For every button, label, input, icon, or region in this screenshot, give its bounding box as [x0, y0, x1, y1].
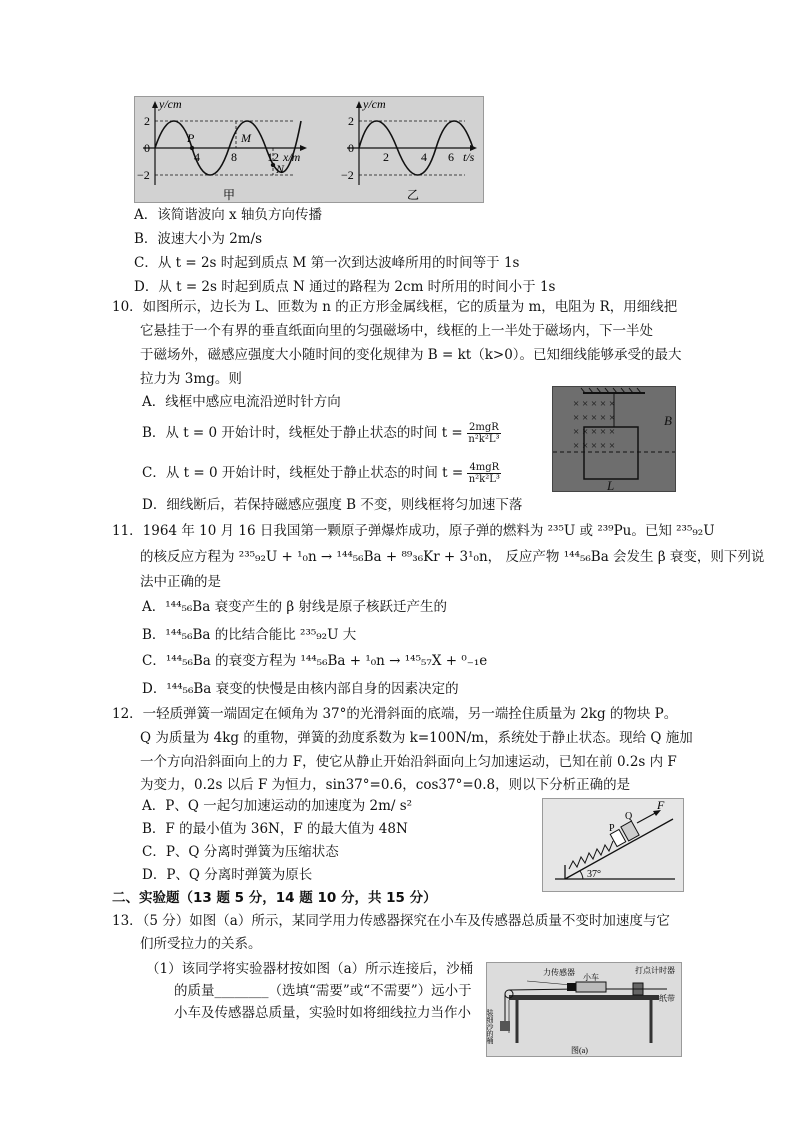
q13-fig-bucket-label: 装细沙的桶 [486, 1009, 494, 1044]
left-tick-y-0: 0 [144, 141, 150, 155]
wave-graphs-svg [135, 97, 483, 202]
q11-stem-1: 11．1964 年 10 月 16 日我国第一颗原子弹爆炸成功，原子弹的燃料为 ²³⁵U 或 ²³⁹Pu。已知 ²³⁵₉₂U [112, 523, 715, 539]
svg-text:× × × × ×: × × × × × [573, 440, 616, 452]
q10-stem-2: 它悬挂于一个有界的垂直纸面向里的匀强磁场中，线框的上一半处于磁场内，下一半处 [140, 323, 653, 339]
graph-jia [137, 97, 307, 202]
point-P-label: P [187, 131, 195, 145]
q10-fig-L-label: L [607, 478, 615, 493]
q10-option-b [142, 422, 501, 445]
q10-stem-4: 拉力为 3mg。则 [140, 371, 242, 387]
q10-option-b-fraction: $\frac{\text{2mgR}}{\text{n²k²L³}}$ [468, 422, 500, 445]
q10-figure-svg [553, 387, 675, 491]
q10-stem-3: 于磁场外，磁感应强度大小随时间的变化规律为 B = kt（k>0）。已知细线能够承受的最大 [140, 347, 682, 363]
q11-option-d: D．¹⁴⁴₅₆Ba 衰变的快慢是由核内部自身的因素决定的 [142, 681, 459, 697]
q13-part1-3: 小车及传感器总质量，实验时如将细线拉力当作小 [174, 1005, 471, 1021]
right-tick-y-0: 0 [348, 141, 354, 155]
q12-option-b: B．F 的最小值为 36N，F 的最大值为 48N [142, 821, 408, 837]
q10-option-d: D．细线断后，若保持磁感应强度 B 不变，则线框将匀加速下落 [142, 497, 523, 513]
wave-figure [134, 96, 484, 203]
right-tick-x-2: 2 [383, 150, 389, 164]
left-tick-x-4: 4 [194, 150, 200, 164]
q13-fig-sensor-label: 力传感器 [543, 968, 575, 977]
q13-part1-1: （1）该同学将实验器材按如图（a）所示连接后，沙桶 [146, 961, 474, 977]
q13-apparatus-figure [486, 962, 682, 1057]
q10-option-c-text: C．从 t = 0 开始计时，线框处于静止状态的时间 t = [142, 465, 464, 481]
q13-fig-tape-label: 纸带 [659, 994, 675, 1003]
left-ylabel: y/cm [159, 97, 182, 111]
graph-yi [341, 97, 477, 202]
right-ylabel: y/cm [363, 97, 386, 111]
q11-stem-2: 的核反应方程为 ²³⁵₉₂U + ¹₀n → ¹⁴⁴₅₆Ba + ⁸⁹₃₆Kr + 3¹₀n， 反应产物 ¹⁴⁴₅₆Ba 会发生 β 衰变，则下列说 [140, 549, 765, 565]
q11-option-b: B．¹⁴⁴₅₆Ba 的比结合能比 ²³⁵₉₂U 大 [142, 627, 357, 643]
svg-text:× × × × ×: × × × × × [573, 398, 616, 410]
point-M-label: M [241, 131, 251, 145]
q13-fig-caption: 图(a) [571, 1046, 588, 1055]
caption-yi: 乙 [407, 188, 420, 202]
q9-option-a: A．该简谐波向 x 轴负方向传播 [134, 207, 322, 223]
right-tick-x-6: 6 [448, 150, 454, 164]
q13-stem-2: 们所受拉力的关系。 [140, 936, 262, 952]
q12-stem-4: 为变力，0.2s 以后 F 为恒力，sin37°=0.6，cos37°=0.8，则以下分析正确的是 [140, 777, 631, 793]
q10-option-a: A．线框中感应电流沿逆时针方向 [142, 394, 341, 410]
q12-stem-2: Q 为质量为 4kg 的重物，弹簧的劲度系数为 k=100N/m，系统处于静止状态。现给 Q 施加 [140, 730, 693, 746]
q12-incline-figure [542, 798, 684, 892]
caption-jia: 甲 [223, 188, 236, 202]
q12-stem-1: 12．一轻质弹簧一端固定在倾角为 37°的光滑斜面的底端，另一端拴住质量为 2kg 的物块 P。 [112, 706, 678, 722]
q12-option-d: D．P、Q 分离时弹簧为原长 [142, 867, 313, 883]
q12-stem-3: 一个方向沿斜面向上的力 F，使它从静止开始沿斜面向上匀加速运动，已知在前 0.2s 内 F [140, 754, 677, 770]
section2-heading: 二、实验题（13 题 5 分，14 题 10 分，共 15 分） [112, 890, 437, 906]
q11-stem-3: 法中正确的是 [140, 574, 221, 590]
right-tick-y-2: 2 [348, 114, 354, 128]
q12-fig-Q-label: Q [625, 811, 633, 822]
left-tick-y-2: 2 [144, 114, 150, 128]
left-xlabel: x/m [283, 150, 301, 164]
q10-magnetic-field-figure [552, 386, 676, 492]
svg-text:× × × × ×: × × × × × [573, 426, 616, 438]
q11-option-a: A．¹⁴⁴₅₆Ba 衰变产生的 β 射线是原子核跃迁产生的 [142, 599, 447, 615]
left-tick-y-n2: −2 [137, 168, 150, 182]
q12-fig-P-label: P [609, 823, 615, 834]
right-tick-y-n2: −2 [341, 168, 354, 182]
q12-figure-svg [543, 799, 683, 891]
q11-option-c: C．¹⁴⁴₅₆Ba 的衰变方程为 ¹⁴⁴₅₆Ba + ¹₀n → ¹⁴⁵₅₇X + ⁰₋₁e [142, 653, 488, 669]
right-tick-x-4: 4 [421, 150, 427, 164]
q10-option-c [142, 462, 501, 485]
q9-option-b: B．波速大小为 2m/s [134, 231, 263, 247]
q12-fig-angle-label: 37° [587, 869, 601, 880]
svg-text:× × × × ×: × × × × × [573, 412, 616, 424]
q9-option-c: C．从 t = 2s 时起到质点 M 第一次到达波峰所用的时间等于 1s [134, 255, 520, 271]
q13-stem-1: 13．（5 分）如图（a）所示，某同学用力传感器探究在小车及传感器总质量不变时加速度与它 [112, 913, 670, 929]
q13-part1-2: 的质量________（选填“需要”或“不需要”）远小于 [174, 983, 472, 999]
right-xlabel: t/s [463, 150, 475, 164]
q13-fig-timer-label: 打点计时器 [635, 966, 675, 975]
q12-option-a: A．P、Q 一起匀加速运动的加速度为 2m/ s² [142, 798, 413, 814]
q9-option-d: D．从 t = 2s 时起到质点 N 通过的路程为 2cm 时所用的时间小于 1s [134, 279, 556, 295]
q13-fig-cart-label: 小车 [583, 973, 599, 982]
q12-fig-F-label: F [657, 798, 665, 812]
q10-option-c-fraction: $\frac{\text{4mgR}}{\text{n²k²L³}}$ [468, 462, 500, 485]
point-N-label: N [276, 162, 285, 176]
q12-option-c: C．P、Q 分离时弹簧为压缩状态 [142, 844, 339, 860]
left-tick-x-12: 12 [267, 150, 279, 164]
q10-stem-1: 10．如图所示，边长为 L、匝数为 n 的正方形金属线框，它的质量为 m，电阻为 R，用细线把 [112, 299, 678, 315]
left-tick-x-8: 8 [231, 150, 237, 164]
q13-figure-svg [487, 963, 681, 1056]
q10-fig-B-label: B [664, 413, 672, 428]
q10-option-b-text: B．从 t = 0 开始计时，线框处于静止状态的时间 t = [142, 425, 463, 441]
